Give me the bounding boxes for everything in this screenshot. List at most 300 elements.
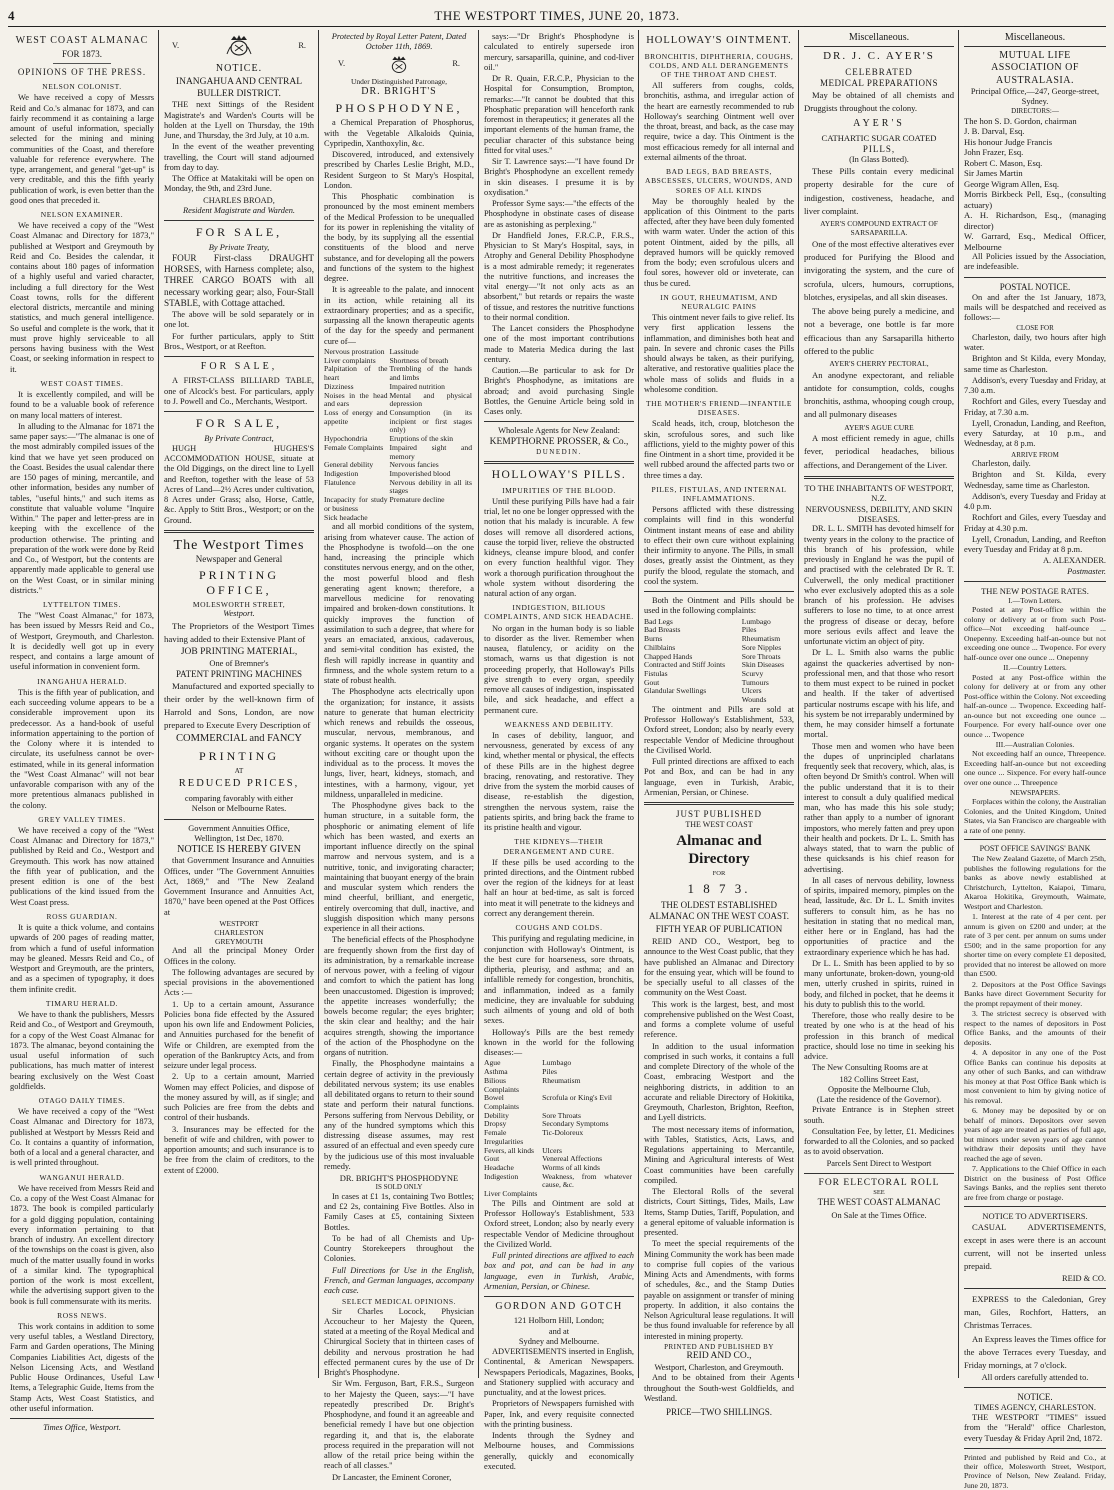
postal-text: Lyell, Cronadun, Landing, and Reefton, every Saturday, at 10 p.m., and Wednesday, at 8 p.m. [964,418,1106,449]
sale-text: FOUR First-class DRAUGHT HORSES, with Harness complete; also, THREE CARGO BOATS with all necessary working gear; also, Four-Stall STABLE, with Cottage attached. [164,252,314,308]
electoral-text: SEE [873,1189,885,1197]
table-cell: Hypochondria [324,434,368,444]
ad-text: Full Directions for Use in the English, French, and German languages, accompany each case. [324,1265,474,1296]
table-cell: Indigestion [484,1171,519,1181]
ailments-table [324,348,474,522]
almanac-ad-text: FIFTH YEAR OF PUBLICATION [655,924,783,935]
annuities-text: Government Annuities Office, [188,823,290,833]
ad-text: a Chemical Preparation of Phosphorus, with the Vegetable Alkaloids Quinia, Cypripedin, Xanthoxylin, &c. [324,118,474,148]
royal-cipher [324,53,474,77]
table-cell [644,696,742,705]
ad-text: And to be obtained from their Agents throughout the South-west Goldfields, and Westland. [644,1373,794,1403]
table-cell: Chilblains [644,642,676,652]
almanac-heading: WEST COAST ALMANAC [15,35,149,46]
divider [964,839,1106,840]
advertisers-heading: NOTICE TO ADVERTISERS. [982,1211,1088,1222]
postal-heading: POSTAL NOTICE. [999,281,1071,292]
ayer-text: SARSAPARILLA. [850,228,908,238]
patronage-note: Under Distinguished Patronage, [350,76,448,86]
table-cell: Rheumatism [542,1075,581,1085]
almanac-ad-year: 1 8 7 3. [687,881,751,897]
divider [484,421,634,422]
ad-text: The New Consulting Rooms are at [812,1063,929,1073]
ad-text: Full printed directions are affixed to each Pot and Box, and can be had in any language, even in Turkish, Arabic, Armenian, Persian, or Chinese. [644,757,794,797]
ad-text: All sufferers from coughs, colds, bronchitis, asthma, and irregular action of the heart are earnestly recommended to rub Holloway's searching Ointment well over the throat, breast, and back, as the case may require, twice a day. This Ointment is the most efficacious remedy for all internal and external ailments of the throat. [644,81,794,162]
subheading: THE MOTHER'S FRIEND—INFANTILE DISEASES. [645,399,793,418]
ad-text: Indents through the Sydney and Melbourne houses, and Commissions generally, quickly and economically executed. [484,1431,634,1471]
savings-text: 6. Money may be deposited by or on behalf of minors. Depositors over seven years of age are treated as parties of full age, but minors under seven years of age cannot withdraw their deposits until they have reached the age of seven. [964,1106,1106,1163]
royal-cipher [164,32,314,60]
ad-text: Dr L. L. Smith also warns the public against the quackeries advertised by non-professional men, and that those who resort to them must expect to be ruined in pocket and health. If the taker of advertised particular nostrums escape with his life, and his system be not irreparably undermined by them, he may consider himself a fortunate mortal. [804,648,954,740]
almanac-year: FOR 1873. [61,49,102,60]
table-cell: Gout [484,1154,500,1164]
source-heading: LYTTELTON TIMES. [43,600,121,610]
ayer-text: A most efficient remedy in ague, chills fever, periodical headaches, bilious affections, and Derangement of the Liver. [804,432,954,470]
table-row [644,687,794,696]
divider [53,63,111,64]
product-name: PHOSPHODYNE, [335,100,463,115]
table-cell: Weakness, from whatever cause, &c. [542,1171,632,1190]
cipher-r: R. [298,40,306,50]
table-row [484,1077,634,1094]
ad-text: says:—"Dr Bright's Phosphodyne is calculated to entirely supersede iron mercury, sarsaparilla, quinine, and cod-liver oil." [484,32,634,72]
savings-text: 2. Depositors at the Post Office Savings Banks have direct Government Security for the prompt repayment of their money. [964,979,1106,1008]
ayer-text: AYER'S AGUE CURE [844,422,914,432]
almanac-ad-text: THE WEST COAST [685,820,753,830]
postage-heading: THE NEW POSTAGE RATES. [981,585,1089,596]
agency-address: 121 Holborn Hill, London; [513,1316,605,1326]
column-2 [160,32,318,1377]
printing-office-text: COMMERCIAL and FANCY [175,733,302,745]
ayer-text: AYER'S [853,118,905,130]
review-text: We have to thank the publishers, Messrs Reid and Co., of Westport and Greymouth, for a copy of the West Coast Almanac for 1873. The almanac, beyond containing the usual useful information of such publications, has much matter of interest bearing exclusively on the West Coast goldfields. [10,1010,154,1091]
electoral-text: THE WEST COAST ALMANAC [817,1197,941,1208]
postal-text: Brighton and St. Kilda, every Wednesday, same time as Charleston. [964,470,1106,490]
table-cell: Piles [542,1067,557,1077]
divider [164,530,314,533]
table-cell [542,1190,634,1199]
printing-office-text: AT [234,766,244,775]
opinions-heading: OPINIONS OF THE PRESS. [17,67,147,78]
divider [964,1387,1106,1388]
table-row [324,444,474,461]
column-rule [798,30,799,1378]
director: John Frazer, Esq. [964,147,1024,158]
director: The hon S. D. Gordon, chairman [964,115,1077,126]
table-cell: Rheumatism [741,634,781,644]
postal-text: Rochfort and Giles, every Tuesday and Friday at 4.30 p.m. [964,513,1106,533]
column-1 [6,32,158,1433]
ayer-text: PILLS, [862,143,896,154]
ad-text: The Phosphodyne gives back to the human structure, in a suitable form, the phosphoric or animating element of life which has been wasted, and exerts an important influence directly on the spinal marrow and nervous system, and is a nutritive, tonic, and invigorating character; maintaining that buoyant energy of the brain and muscular system which renders the mind cheerful, brilliant, and energetic, entirely overcoming that dull, inactive, and sluggish disposition which many persons experience in all their actions. [324,801,474,934]
postage-subheading: I.—Town Letters. [1008,596,1062,606]
savings-text: 7. Applications to the Chief Office in each District on the business of Post Office Savings Banks, and the replies sent thereto are free from charge or postage. [964,1164,1106,1202]
source-heading: NELSON EXAMINER. [40,210,124,220]
table-row [324,365,474,382]
table-cell: Dizziness [324,381,354,391]
express-text: An Express leaves the Times office for the above Terraces every Tuesday, and Friday mornings, at 7 o'clock. [964,1333,1106,1370]
annuities-office: WESTPORT [219,918,259,928]
ayer-text: The above being purely a medicine, and not a beverage, one bottle is far more efficacious than any Sarsaparilla hitherto offered to the public [804,306,954,357]
postal-text: Addison's, every Tuesday and Friday at 4.0 p.m. [964,491,1106,512]
office-footer: Times Office, Westport. [43,1423,121,1433]
ad-text: Those men and women who have been the dupes of unprincipled charlatans frequently seek that recovery, which, alas, is often beyond Dr Smith's control. When will the public understand that it is to their interest to consult a duly qualified medical man, who has made this his sole study; rather than apply to a number of ignorant impostors, who merely fatten and prey upon their health and pockets. Dr L. L. Smith has always stated, that to warn the public of these quicksands is his chief reason for advertising. [804,741,954,874]
ayer-text: An anodyne expectorant, and reliable antidote for consumption, colds, coughs bronchitis, asthma, whooping cough croup, and all pulmonary diseases [804,369,954,420]
table-cell: Debility [484,1110,509,1120]
postal-text: Addison's, every Tuesday and Friday, at 7.30 a.m. [964,375,1106,396]
product-name: DR. BRIGHT'S PHOSPHODYNE [339,1173,459,1184]
column-rule [638,30,639,1378]
ayer-text: CATHARTIC SUGAR COATED [821,133,937,144]
ad-text: It is agreeable to the palate, and innocent in its action, while retaining all its extraordinary properties; and as a specific, surpassing all the known therapeutic agents of the day for the speedy and permanent cure of— [324,285,474,346]
column-rule [478,30,479,1378]
subheading: BAD LEGS, BAD BREASTS, ABSCESSES, ULCERS, WOUNDS, AND SORES OF ALL KINDS [645,167,793,195]
table-cell: Glandular Swellings [644,686,707,696]
savings-text: 3. The strictest secrecy is observed with respect to the names of depositors in Post Office Banks, and the amounts of their deposits. [964,1009,1106,1047]
ad-text: Finally, the Phosphodyne maintains a certain degree of activity in the previously debilitated nervous system; its use enables all debilitated organs to return to their sound state and perform their natural functions. Persons suffering from Nervous Debility, or any of the hundred symptoms which this distressing disease assumes, may rest assured of an effectual and even speedy cure by the judicious use of this most invaluable remedy. [324,1059,474,1171]
table-cell: Consumption (in its incipient or first stages only) [389,407,472,435]
divider [964,277,1106,278]
table-cell: Flatulence [324,477,356,487]
section-title: Miscellaneous. [964,32,1106,47]
source-heading: NELSON COLONIST. [42,82,122,92]
ad-text: This work is the largest, best, and most comprehensive published on the West Coast, and forms a complete volume of useful reference. [644,999,794,1040]
postage-text: Posted at any Post-office within the colony for delivery at or from any other Post-office within the Colony. Not exceeding half-an-ounce ... Twopence. Exceeding half-an-ounce but not exceeding one ounce ... Fourpence. For every half-ounce over one ounce ... Twopence [964,672,1106,739]
table-cell: Bad Legs [644,616,673,626]
table-cell: Lumbago [741,616,771,626]
ad-text: Until these purifying Pills have had a fair trial, let no one be longer oppressed with the notion that his malady is incurable. A few doses will remove all disordered actions, cause the torpid liver, relieve the obstructed kidneys, cleanse impure blood, and confer on every function healthful vigor. They work a thorough purification throughout the whole system without disordering the natural action of any organ. [484,496,634,599]
divider [644,802,794,805]
sale-method: By Private Treaty, [208,242,270,252]
ad-text: If these pills be used according to the printed directions, and the Ointment rubbed over the region of the kidneys for at least half an hour at bed-time, as salt is forced into meat it will penetrate to the kidneys and correct any derangement therein. [484,857,634,918]
table-cell: Impaired nutrition [389,381,445,391]
table-cell: Secondary Symptoms [542,1119,609,1129]
product-name: DR. BRIGHT'S [361,85,437,97]
printing-office-text: PRINTING [199,749,279,764]
complaints-table [644,618,794,705]
price: PRICE—TWO SHILLINGS. [666,1407,772,1418]
table-row [324,392,474,409]
divider [164,411,314,412]
table-cell: Noises in the head and ears [324,390,388,409]
table-row [644,696,794,705]
table-row [324,514,474,523]
agents-city: DUNEDIN. [536,448,582,457]
printing-office-text: Manufactured and exported specially to their order by the well-known firm of Harrold and Sons, London, are now prepared to Execute Every Description of [164,680,314,731]
ad-text: Dr Lancaster, the Eminent Coroner, [332,1472,452,1482]
annuities-text: And all the principal Money Order Offices in the colony. [164,946,314,966]
column-rule [158,30,159,1378]
review-text: We have received a copy of the "West Coast Almanac and Directory for 1873," published at Westport and Greymouth by Reid and Co. Besides the calendar, it contains about 180 pages of information of a highly useful and varied character, including a full directory for the West Coast towns, rolls for the different electoral districts, mercantile and mining statistics, and much general intelligence. So useful and complete is the work, that it must prove highly serviceable to all persons having business with the West Coast, or seeking information in respect to it. [10,221,154,374]
ad-text: The ointment and Pills are sold at Professor Holloway's Establishment, 533, Oxford street, London; also by nearly every respectable Vendor of Medicine throughout the Civilised World. [644,704,794,755]
cipher-v: V. [172,40,180,50]
table-cell: Trembling of the hands and limbs [389,364,472,383]
ad-text: Both the Ointment and Pills should be used in the following complaints: [644,596,794,616]
review-text: We have received a copy of Messrs Reid and Co.'s almanac for 1873, and can fairly recommend it as containing a large amount of useful information, specially selected for the mining and mining communities of the Coast, and therefore valuable for reference everywhere. The type, arrangement, and general "get-up" is very creditable, and this the fifth yearly publication of work, is even better than the good ones that preceded it. [10,93,154,205]
table-cell: General debility [324,460,374,470]
address: 182 Collins Street East, [839,1074,919,1084]
table-cell: Mental and physical depression [389,390,472,409]
director: A. H. Richardson, Esq., (managing director) [964,210,1106,231]
postal-text: Charleston, daily. [972,459,1031,469]
ad-text: Consultation Fee, by letter, £1. Medicines forwarded to all the Colonies, and so packed as to avoid observation. [804,1126,954,1157]
for-sale-heading: FOR SALE, [200,361,278,373]
table-cell: Chapped Hands [644,651,693,661]
director: Sir James Martin [964,168,1023,179]
mutual-heading: MUTUAL LIFE ASSOCIATION OF AUSTRALASIA. [991,50,1079,86]
ad-text: and all morbid conditions of the system, arising from whatever cause. The action of the Phosphodyne is twofold—on the one hand, increasing the principle which constitutes nervous energy, and on the other, the most powerful blood and flesh generating agent known; therefore, a marvellous medicine for renovating impaired and broken-down constitutions. It quickly improves the function of assimilation to such a degree, that where for years an emaciated, anxious, cadaverous, and semi-vital condition has existed, the flesh will rapidly increase in quantity and firmness, and the whole system return to a state of robust health. [324,522,474,686]
mutual-text: All Policies issued by the Association, are indefeasible. [964,252,1106,272]
smith-heading: NERVOUSNESS, DEBILITY, AND SKIN DISEASES. [805,503,953,524]
table-cell: Bowel Complaints [484,1093,520,1111]
director: Morris Birkbeck Pell, Esq., (consulting actuary) [964,189,1106,210]
ad-text: In cases at £1 1s, containing Two Bottles; and £2 2s, containing Five Bottles. Also in Family Cases at £5, containing Sixteen Bottles. [324,1191,474,1232]
district-heading: INANGAHUA AND CENTRAL BULLER DISTRICT. [175,77,303,99]
subheading: THE KIDNEYS—THEIR DERANGEMENT AND CURE. [503,837,615,856]
almanac-ad-text: THE OLDEST ESTABLISHED ALMANAC ON THE WEST COAST. [648,900,790,922]
table-cell: Nervous fancies [389,460,439,470]
table-cell: Sick headache [324,512,368,522]
ad-text: The Phosphodyne acts electrically upon the organization; for instance, it assists nature to generate that human electricity which renews and rebuilds the osseous, muscular, nervous, membranous, and organic systems. It operates on the system without exciting care or thought upon the individual as to the process. It moves the lungs, liver, heart, kidneys, stomach, and intestines, with a harmony, vigour, yet mildness, unparalleled in medicine. [324,687,474,799]
annuities-office: GREYMOUTH [215,937,263,947]
source-heading: ROSS GUARDIAN. [46,911,118,921]
ayer-text: AYER'S COMPOUND EXTRACT OF [820,219,938,229]
smith-heading: TO THE INHABITANTS OF WESTPORT, N.Z. [804,482,954,504]
printing-office-text: Nelson or Melbourne Rates. [191,804,287,814]
masthead [8,6,1106,27]
notice-text: The Office at Matakitaki will be open on Monday, the 9th, and 23rd June. [164,174,314,194]
ad-text: The beneficial effects of the Phosphodyne are frequently shown from the first day of its administration, by a remarkable increase of nervous power, with a feeling of vigour and comfort to which the patient has long been unaccustomed. Digestion is improved; the appetite increases wonderfully; the bowels become regular; the eyes brighter; the skin clear and healthy; and the hair acquires strength, showing the importance of the action of the Phosphodyne on the organs of nutrition. [324,935,474,1058]
table-cell: Scurvy [741,669,764,679]
review-text: This work contains in addition to some very useful tables, a Westland Directory, Farm and Garden operations, The Mining Companies Liabilities Act, digests of the Nelson Licensing Acts, and Westland Public House Ordinances, Useful Law Items, a Telegraphic Guide, Items from the Stamp Acts, West Coast Statistics, and other useful information. [10,1321,154,1413]
review-text: We have received a copy of the "West Coast Almanac and Directory for 1873, published at Westport by Messrs Reid and Co. It contains a quantity of information, both of a local and a general character, and is well printed throughout. [10,1107,154,1168]
postage-subheading: III.—Australian Colonies. [995,740,1075,749]
annuities-text: 2. Up to a certain amount, Married Women may effect Policies, and dispose of the money assured by will, as if single; and such Policies are free from the debts and control of their husbands. [164,1072,314,1123]
director: W. Garrard, Esq., Medical Officer, Melbourne [964,231,1106,252]
column-6 [800,32,958,1377]
divider [164,356,314,357]
table-cell: Ague [484,1058,501,1068]
printing-office-text: Westport. [223,609,255,619]
notice-heading: NOTICE. [1017,1391,1053,1402]
savings-text: 1. Interest at the rate of 4 per cent. per annum is given on £200 and under; at the rate of 3 per cent. per annum on sums under £500; and in the same proportion for any shorter time on every complete £1 deposited, provided that no interest be allowed on more than £500. [964,912,1106,979]
director: George Wigram Allen, Esq. [964,178,1060,189]
sale-method: By Private Contract, [204,433,274,443]
ad-text: In all cases of nervous debility, lowness of spirits, impaired memory, pimples on the head, lassitude, &c. Dr L. L. Smith invites sufferers to consult him, as he has no hesitation in stating that no medical man, either here or in England, has had the opportunities of practice and the extraordinary experience which he has had. [804,875,954,957]
table-cell: Contracted and Stiff Joints [644,660,726,670]
table-cell: Impoverished blood [389,469,451,479]
ad-text: This Phosphatic combination is pronounced by the most eminent members of the Medical Profession to be unequalled for its power in replenishing the vitality of the body, by its supplying all the essential constituents of the blood and nerve substance, and for developing all the powers and functions of the system to the highest degree. [324,192,474,284]
cipher-v: V. [338,59,346,69]
table-cell: Asthma [484,1067,508,1077]
agency-address: and at [548,1326,570,1336]
ayer-text: May be obtained of all chemists and Druggists throughout the colony. [804,89,954,113]
ad-text: This ointment never fails to give relief. Its very first application lessens the inflammation, and diminishes both heat and pain. In severe and chronic cases the Pills should always be taken, as their purifying, alterative, and restorative qualities place the whole mass of solids and fluids in a wholesome condition. [644,313,794,394]
mutual-text: DIRECTORS:— [1011,107,1059,116]
signature: A. ALEXANDER. [1042,556,1106,566]
ayer-text: One of the most effective alteratives ever produced for Purifying the Blood and invigorating the system, and the cure of scrofula, ulcers, humours, corruptions, blotches, erysipelas, and all skin diseases. [804,238,954,302]
ad-text: Sir Wm. Ferguson, Bart, F.R.S., Surgeon to her Majesty the Queen, says:—"I have repeatedly prescribed Dr. Bright's Phosphodyne, and found it an agreeable and beneficial remedy I have but one objection regarding it, and that is, the elaborate process required in the preparation will not allow of the retail price being within the reach of all classes." [324,1379,474,1471]
annuities-text: that Government Insurance and Annuities Offices, under "The Government Annuities Act, 1869," and "The New Zealand Government Insurance and Annuities Act, 1870," have been opened at the Post Offices at [164,856,314,917]
ad-text: ADVERTISEMENTS inserted in English, Continental, & American Newspapers. Newspapers Periodicals, Magazines, Books, and Stationery supplied with accuracy and punctuality, and at the lowest prices. [484,1347,634,1398]
table-row [324,409,474,435]
table-cell: Female Complaints [324,442,384,452]
directors-list [964,116,1106,252]
sale-text: HUGH HUGHES'S ACCOMMODATION HOUSE, situate at the Old Diggings, on the direct line to Lyell and Reefton, together with the lease of 53 Acres of Land—2½ Acres under cultivation, 8 Acres under Grass; also, Horse, Cattle, &c. Apply to Stitt Bros., Westport; or on the Ground. [164,443,314,525]
ad-text: The Lancet considers the Phosphodyne one of the most important contributions made to Materia Medica during the last century. [484,324,634,364]
table-cell: Incapacity for study or business [324,495,388,513]
ad-text: The most necessary items of information, with Tables, Statistics, Acts, Laws, and Regulations appertaining to Mercantile, Mining and Agricultural interests of West Coast communities have been carefully compiled. [644,1124,794,1185]
agency-address: Sydney and Melbourne. [518,1336,600,1346]
imprint: Printed and published by Reid and Co., at their office, Molesworth Street, Westport, Province of Nelson, New Zealand. Friday, June 20, 1873. [964,1452,1106,1490]
printing-office-text: JOB PRINTING MATERIAL, [180,646,298,657]
divider [804,476,954,479]
ad-text: No organ in the human body is so liable to disorder as the liver. Remember when nausea, flatulency, or acidity on the stomach, warns us that digestion is not proceeding properly, that Holloway's Pills give strength to every organ, speedily remove all causes of indigestion, inspissated bile, and sick headache, and effect a permanent cure. [484,623,634,715]
subheading: BRONCHITIS, DIPHTHERIA, COUGHS, COLDS, AND ALL DERANGEMENTS OF THE THROAT AND CHEST. [644,51,794,80]
subheading: WEAKNESS AND DEBILITY. [504,719,614,729]
savings-heading: POST OFFICE SAVINGS' BANK [979,844,1091,854]
table-cell: Palpitation of the heart [324,364,388,383]
agency-heading: GORDON AND GOTCH [495,1301,623,1313]
patent-note: Protected by Royal Letter Patent, Dated October 11th, 1869. [331,32,467,52]
review-text: It is excellently compiled, and will be found to be a valuable book of reference on many local matters of interest. [10,390,154,420]
ad-text: Sir T. Lawrence says:—"I have found Dr Bright's Phosphodyne an excellent remedy in skin diseases. I presume it is by oxydisation." [484,157,634,197]
annuities-office: CHARLESTON [214,928,264,938]
royal-arms-icon [384,55,414,75]
signature: CHARLES BROAD, [203,195,275,205]
ad-text: Scald heads, itch, croup, blotcheson the skin, scrofulous sores, and such like afflictions, yield to the mighty power of this fine Ointment in a short time, provided it be well rubbed around the affected parts two or three times a day. [644,419,794,480]
table-cell: Fistulas [644,669,668,679]
table-cell: Skin Diseases [741,660,785,670]
table-cell: Lassitude [389,346,419,356]
ad-text: DR. L. L. SMITH has devoted himself for twenty years in the colony to the practice of this branch of his profession, while previously in England he was the pupil of and practised with the celebrated Dr R. T. Culverwell, the only medical practitioner who ever exclusively adopted this as a sole branch of his profession. He advises sufferers to lose no time, to at once arrest the progress of disease or decay, before more serious evils affect and leave the unfortunate victim an object of pity. [804,524,954,647]
ad-text: Full printed directions are affixed to each box and pot, and can be had in any language, even in Turkish, Arabic, Armenian, Persian, or Chinese. [484,1251,634,1291]
ayer-text: These Pills contain every medicinal property desirable for the cure of indigestion, costiveness, headache, and liver complaint. [804,166,954,216]
ad-text: Professor Syme says:—"the effects of the Phosphodyne in obstinate cases of disease are as astonishing as perplexing." [484,199,634,229]
cipher-r: R. [452,59,460,69]
table-cell: Premature decline [389,495,445,505]
subheading: COUGHS AND COLDS. [515,923,603,933]
table-cell: Sore Nipples [741,642,782,652]
divider [964,1206,1106,1207]
almanac-ad-title: Almanac and Directory [676,832,762,868]
table-cell: Bilious Complaints [484,1075,520,1094]
director: Robert C. Mason, Esq. [964,157,1043,168]
source-heading: TIMARU HERALD. [45,998,119,1008]
postage-text: Not exceeding half an ounce, Threepence. Exceeding half-an-ounce but not exceeding one ounce ... Sixpence. For every half-ounce over one ounce ... Threepence [964,749,1106,787]
signature-title: Postmaster. [1067,566,1106,576]
column-4 [480,32,638,1471]
annuities-text: 1. Up to a certain amount, Assurance Policies bona fide effected by the Assured upon his own life and Endowment Policies, and Annuities purchased for the benefit of Wife or Children, are exempted from the operation of the Bankruptcy Acts, and from seizure under legal process. [164,999,314,1071]
table-cell: Indigestion [324,469,359,479]
table-cell: Tumours [741,677,769,687]
divider [484,1296,634,1297]
ad-text: In cases of debility, languor, and nervousness, generated by excess of any kind, whether mental or physical, the effects of these Pills are in the highest degree bracing, renovating, and restorative. They drive from the system the morbid causes of disease, re-establish the digestion, strengthen the nervous system, raise the patients spirits, and bring back the frame to its pristine health and vigour. [484,730,634,833]
table-cell: Nervous debility in all its stages [389,477,472,496]
table-cell: Impaired sight and memory [389,442,472,461]
divider [484,461,634,464]
newspaper-title: THE WESTPORT TIMES, JUNE 20, 1873. [434,8,680,23]
publisher-label: PRINTED AND PUBLISHED BY [664,1342,774,1351]
review-text: The "West Coast Almanac," for 1873, has been issued by Messrs Reid and Co., of Westport, Greymouth, and Charleston. It is decidedly well got up in every respect, and contains a large amount of useful information in convenient form. [10,611,154,672]
postal-subheading: CLOSE FOR [1016,324,1054,333]
table-cell: Nervous prostration [324,346,385,356]
ad-text: Dr R. Quain, F.R.C.P., Physician to the Hospital for Consumption, Brompton, remarks:—"It cannot be doubted that this Phosphatic preparation will henceforth rank foremost in therapeutics; it generates all the important elements of the human frame, the peculiar character of this substance being fitted for vital uses." [484,74,634,155]
ad-text: May be thoroughly healed by the application of this Ointment to the parts affected, after they have been duly fomented with warm water. Under the action of this potent Ointment, aided by the pills, all depraved humors will be quickly removed from the body; even scrofulous ulcers and foul sores, however old or inveterate, can thus be cured. [644,196,794,288]
annuities-text: The following advantages are secured by special provisions in the abovementioned Acts :— [164,967,314,998]
page-number: 4 [8,8,15,23]
ayer-text: AYER'S CHERRY PECTORAL, [829,359,929,369]
table-cell: Sore Throats [741,651,781,661]
ad-text: Therefore, those who really desire to be treated by one who is at the head of his profession in this branch of medical practice, should lose no time in seeking his advice. [804,1011,954,1062]
table-row [644,670,794,679]
divider [964,1448,1106,1449]
table-cell: Worms of all kinds [542,1162,600,1172]
annuities-text: 3. Insurances may be effected for the benefit of wife and children, with power to apportion amounts; and such insurance is to be free from the claim of creditors, to the extent of £2000. [164,1124,314,1175]
divider [644,591,794,592]
printing-office-text: Newspaper and General [195,553,283,564]
for-sale-heading: FOR SALE, [195,416,283,430]
notice-text: THE next Sittings of the Resident Magistrate's and Warden's Courts will be holden at the Lyell on Thursday, the 19th June, and Thursday, the 3rd July, at 10 a.m. [164,100,314,141]
ad-text: Holloway's Pills are the best remedy known in the world for the following diseases:— [484,1027,634,1058]
address: (Late the residence of the Governor). [816,1095,942,1105]
ad-text: Dr Handfield Jones, F.R.C.P., F.R.S., Physician to St Mary's Hospital, says, in Atrophy and General Debility Phosphodyne is a most admirable remedy; it regenerates the nutritive functions, and increases the vital energy—"It not only acts as an absorbent," but retards or repairs the waste of tissue, and restores the nutritive functions to their normal condition. [484,230,634,322]
ointment-heading: HOLLOWAY'S OINTMENT. [646,35,792,46]
postal-text: Charleston, daily, two hours after high water. [964,332,1106,353]
ad-text: The Pills and Ointment are sold at Professor Holloway's Establishment, 533 Oxford street, London; also by nearly every respectable Vendor of Medicine throughout the Civilized World. [484,1198,634,1249]
agents-name: KEMPTHORNE PROSSER, & Co., [489,436,629,447]
ayer-text: (In Glass Botted). [849,154,909,164]
subheading: IMPURITIES OF THE BLOOD. [502,485,616,495]
signature: REID & CO. [1062,1273,1106,1283]
printing-office-text: The Proprietors of the Westport Times having added to their Extensive Plant of [164,620,314,644]
table-cell: Bad Breasts [644,625,681,635]
table-cell: Ulcers [741,686,762,696]
annuities-text: Wellington, 1st Dec, 1870. [194,833,284,843]
almanac-ad-text: JUST PUBLISHED [675,809,763,820]
ad-text: Dr L. L. Smith has been applied to by so many unfortunate, broken-down, young-old men, utterly crushed in spirits, ruined in body, and filched in pocket, that he deems it his duty to publish this to the world. [804,958,954,1009]
table-cell: Eruptions of the skin [389,434,454,444]
subheading: INDIGESTION, BILIOUS COMPLAINTS, AND SICK HEADACHE. [484,603,634,622]
agency-heading: TIMES AGENCY, CHARLESTON. [973,1402,1097,1412]
divider [964,1288,1106,1289]
printing-office-text: REDUCED PRICES, [178,778,300,790]
table-row [484,1173,634,1190]
table-cell: Headache [484,1162,514,1172]
printing-office-text: MOLESWORTH STREET, [192,600,286,610]
review-text: We have received a copy of the "West Coast Almanac and Directory for 1873," published by Reid and Co., Westport and Greymouth. This work has now attained the fifth year of publication, and the present edition is one of the best publications of the kind issued from the West Coast press. [10,825,154,907]
postal-text: Brighton and St Kilda, every Monday, same time as Charleston. [964,354,1106,374]
ad-text: To meet the special requirements of the Mining Community the work has been made to comprise full copies of the various Mining Acts and Amendments, with forms of schedules, &c., and the Stamp Duties payable on assignment or transfer of mining property. In addition, it also contains the Nelson Agricultural lease regulations. It will be thus found invaluable for reference by all interested in mining property. [644,1239,794,1341]
table-cell: Dropsy [484,1119,507,1129]
agents-label: Wholesale Agents for New Zealand: [498,426,620,436]
column-7 [960,32,1110,1490]
express-text: All orders carefully attended to. [981,1372,1089,1382]
ayer-heading: DR. J. C. AYER'S [823,50,935,63]
source-heading: GREY VALLEY TIMES. [38,814,126,824]
ad-text: The Electoral Rolls of the several districts, Court Sittings, Tides, Mails, Law Items, Stamp Duties, Tariff, Population, and a general epitome of valuable information is presented. [644,1187,794,1238]
table-row [324,479,474,496]
printing-office-text: PRINTING OFFICE, [199,567,279,597]
postal-subheading: ARRIVE FROM [1011,450,1059,459]
table-row [484,1190,634,1199]
table-cell: Venereal Affections [542,1154,603,1164]
ad-text: In addition to the usual information comprised in such works, it contains a full and complete Directory of the whole of the Coast, embracing Westport and the neighboring districts, in addition to an accurate and reliable Directory of Hokitika, Greymouth, Charleston, Brighton, Reefton, and Lyell districts. [644,1041,794,1123]
notice-heading: NOTICE. [215,63,263,74]
divider [804,1173,954,1174]
divider [964,581,1106,582]
source-heading: WANGANUI HERALD. [39,1172,125,1182]
